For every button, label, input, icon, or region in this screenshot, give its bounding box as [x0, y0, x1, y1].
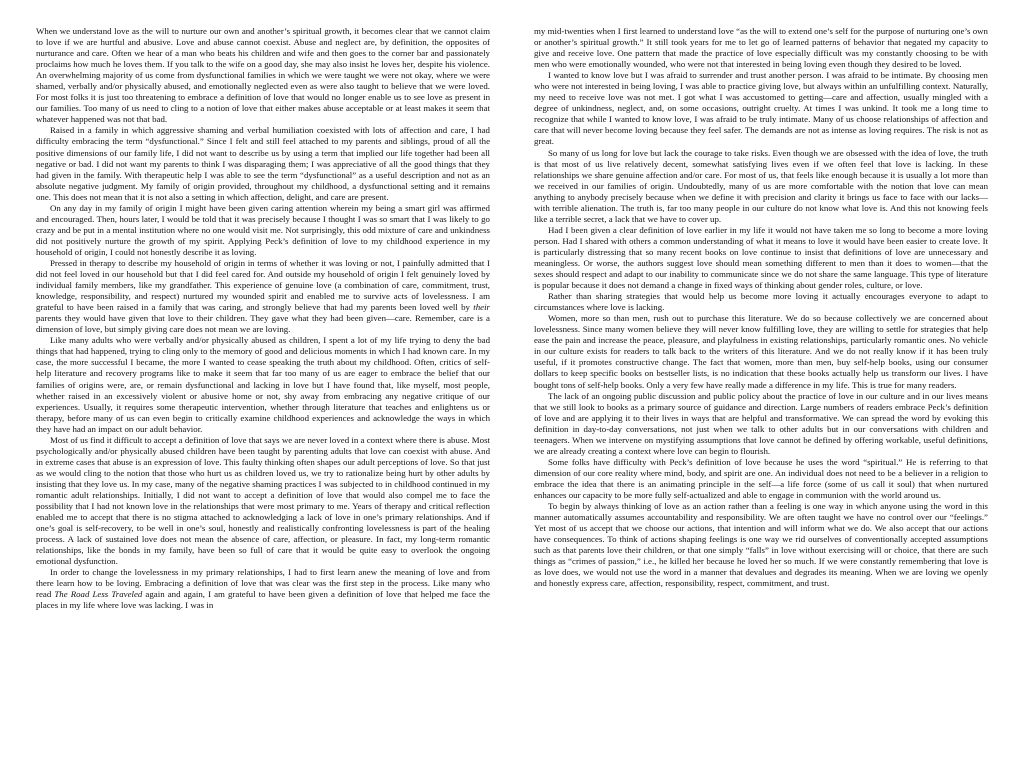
paragraph: Women, more so than men, rush out to purchase this literature. We do so because collectively we are concerned about lovelessness. Since many women believe they will never know fulfilling love, they are willing to settle for strategies that help ease the pain and increase the peace, pleasure, and playfulness in existing relationships, particularly romantic ones. No vehicle in our culture exists for readers to talk back to the writers of this literature. And we do not really know if it has been truly useful, if it promotes constructive change. The fact that women, more than men, buy self-help books, using our consumer dollars to keep specific books on bestseller lists, is no indication that these books actually help us transform our lives. I have bought tons of self-help books. Only a very few have really made a difference in my life. This is true for many readers. [534, 313, 988, 390]
paragraph: Rather than sharing strategies that would help us become more loving it actually encourages everyone to adapt to circumstances where love is lacking. [534, 291, 988, 313]
italic-text-run: their [473, 302, 490, 313]
paragraph: my mid-twenties when I first learned to understand love “as the will to extend one’s self for the purpose of nurturing one’s own or another’s spiritual growth.” It still took years for me to let go of learned patterns of behavior that negated my capacity to give and receive love. One pattern that made the practice of love especially difficult was my constantly choosing to be with men who were emotionally wounded, who were not that interested in being loving even though they desired to be loved. [534, 26, 988, 70]
paragraph: So many of us long for love but lack the courage to take risks. Even though we are obsessed with the idea of love, the truth is that most of us live relatively decent, somewhat satisfying lives even if we often feel that love is lacking. In these relationships we share genuine affection and/or care. For most of us, that feels like enough because it is usually a lot more than we received in our families of origin. Undoubtedly, many of us are more comfortable with the notion that love can mean anything to anybody precisely because when we define it with precision and clarity it brings us face to face with our lacks—with terrible alienation. The truth is, far too many people in our culture do not know what love is. And this not knowing feels like a terrible secret, a lack that we have to cover up. [534, 147, 988, 224]
two-column-text-body [36, 26, 988, 611]
paragraph: Like many adults who were verbally and/or physically abused as children, I spent a lot of my life trying to deny the bad things that had happened, trying to cling only to the memory of good and delicious moments in which I had known care. In my case, the more successful I became, the more I wanted to cease speaking the truth about my childhood. Often, critics of self-help literature and recovery programs like to make it seem that far too many of us are eager to embrace the belief that our families of origins were, are, or remain dysfunctional and lacking in love but I have found that, like myself, most people, whether raised in an excessively violent or abusive home or not, shy away from embracing any negative critique of our experiences. Usually, it requires some therapeutic intervention, whether through literature that teaches and enlightens us or therapy, before many of us can even begin to critically examine childhood experiences and acknowledge the ways in which they have had an impact on our adult behavior. [36, 335, 490, 434]
left-text-column [36, 26, 490, 611]
paragraph: I wanted to know love but I was afraid to surrender and trust another person. I was afraid to be intimate. By choosing men who were not interested in being loving, I was able to practice giving love, but always within an unfulfilling context. Naturally, my need to receive love was not met. I got what I was accustomed to getting—care and affection, usually mingled with a degree of unkindness, neglect, and, on some occasions, outright cruelty. At times I was unkind. It took me a long time to recognize that while I wanted to know love, I was afraid to be truly intimate. Many of us choose relationships of affection and care that will never become loving because they feel safer. The demands are not as intense as loving requires. The risk is not as great. [534, 70, 988, 147]
paragraph: When we understand love as the will to nurture our own and another’s spiritual growth, it becomes clear that we cannot claim to love if we are hurtful and abusive. Love and abuse cannot coexist. Abuse and neglect are, by definition, the opposites of nurturance and care. Often we hear of a man who beats his children and wife and then goes to the corner bar and passionately proclaims how much he loves them. If you talk to the wife on a good day, she may also insist he loves her, despite his violence. An overwhelming majority of us come from dysfunctional families in which we were taught we were not okay, where we were shamed, verbally and/or physically abused, and emotionally neglected even as were also taught to believe that we were loved. For most folks it is just too threatening to embrace a definition of love that would no longer enable us to see love as present in our families. Too many of us need to cling to a notion of love that either makes abuse acceptable or at least makes it seem that whatever happened was not that bad. [36, 26, 490, 125]
right-text-column [534, 26, 988, 589]
paragraph: Some folks have difficulty with Peck’s definition of love because he uses the word “spiritual.” He is referring to that dimension of our core reality where mind, body, and spirit are one. An individual does not need to be a believer in a religion to embrace the idea that there is an animating principle in the self—a life force (some of us call it soul) that when nurtured enhances our capacity to be more fully self-actualized and able to engage in communion with the world around us. [534, 456, 988, 500]
paragraph: Had I been given a clear definition of love earlier in my life it would not have taken me so long to become a more loving person. Had I shared with others a common understanding of what it means to love it would have been easier to create love. It is particularly distressing that so many recent books on love continue to insist that definitions of love are unnecessary and meaningless. Or worse, the authors suggest love should mean something different to men than it does to women—that the sexes should respect and adapt to our inability to communicate since we do not share the same language. This type of literature is popular because it does not demand a change in fixed ways of thinking about gender roles, culture, or love. [534, 224, 988, 291]
paragraph: Most of us find it difficult to accept a definition of love that says we are never loved in a context where there is abuse. Most psychologically and/or physically abused children have been taught by parenting adults that love can coexist with abuse. And in extreme cases that abuse is an expression of love. This faulty thinking often shapes our adult perceptions of love. So that just as we would cling to the notion that those who hurt us as children loved us, we try to rationalize being hurt by other adults by insisting that they love us. In my case, many of the negative shaming practices I was subjected to in childhood continued in my romantic adult relationships. Initially, I did not want to accept a definition of love that would also compel me to face the possibility that I had not known love in the relationships that were most primary to me. Years of therapy and critical reflection enabled me to accept that there is no stigma attached to acknowledging a lack of love in one’s primary relationships. And if one’s goal is self-recovery, to be well in one’s soul, honestly and realistically confronting lovelessness is part of the healing process. A lack of sustained love does not mean the absence of care, affection, or pleasure. In fact, my long-term romantic relationships, like the bonds in my family, have been so full of care that it would be quite easy to overlook the ongoing emotional dysfunction. [36, 434, 490, 567]
italic-text-run: The Road Less Traveled [54, 589, 143, 600]
paragraph: Raised in a family in which aggressive shaming and verbal humiliation coexisted with lots of affection and care, I had difficulty embracing the term “dysfunctional.” Since I felt and still feel attached to my parents and siblings, proud of all the positive dimensions of our family life, I did not want to describe us by using a term that implied our life together had been all negative or bad. I did not want my parents to think I was disparaging them; I was appreciative of all the good things that they had given in the family. With therapeutic help I was able to see the term “dysfunctional” as a useful description and not as an absolute negative judgment. My family of origin provided, throughout my childhood, a dysfunctional setting and it remains one. This does not mean that it is not also a setting in which affection, delight, and care are present. [36, 125, 490, 202]
paragraph: To begin by always thinking of love as an action rather than a feeling is one way in which anyone using the word in this manner automatically assumes accountability and responsibility. We are often taught we have no control over our “feelings.” Yet most of us accept that we choose our actions, that intention and will inform what we do. We also accept that our actions have consequences. To think of actions shaping feelings is one way we rid ourselves of conventionally accepted assumptions such as that parents love their children, or that one simply “falls” in love without exercising will or choice, that there are such things as “crimes of passion,” i.e., he killed her because he loved her so much. If we were constantly remembering that love is as love does, we would not use the word in a manner that devalues and degrades its meaning. When we are loving we openly and honestly express care, affection, responsibility, respect, commitment, and trust. [534, 501, 988, 589]
paragraph: On any day in my family of origin I might have been given caring attention wherein my being a smart girl was affirmed and encouraged. Then, hours later, I would be told that it was precisely because I thought I was so smart that I was likely to go crazy and be put in a mental institution where no one would visit me. Not surprisingly, this odd mixture of care and unkindness did not positively nurture the growth of my spirit. Applying Peck’s definition of love to my childhood experience in my household of origin, I could not honestly describe it as loving. [36, 202, 490, 257]
paragraph: In order to change the lovelessness in my primary relationships, I had to first learn anew the meaning of love and from there learn how to be loving. Embracing a definition of love that was clear was the first step in the process. Like many who read The Road Less Traveled again and again, I am grateful to have been given a definition of love that helped me face the places in my life where love was lacking. I was in [36, 567, 490, 611]
paragraph: The lack of an ongoing public discussion and public policy about the practice of love in our culture and in our lives means that we still look to books as a primary source of guidance and direction. Large numbers of readers embrace Peck’s definition of love and are applying it to their lives in ways that are helpful and transformative. We can spread the word by evoking this definition in day-to-day conversations, not just when we talk to other adults but in our conversations with children and teenagers. When we intervene on mystifying assumptions that love cannot be defined by offering workable, useful definitions, we are already creating a context where love can begin to flourish. [534, 390, 988, 456]
paragraph: Pressed in therapy to describe my household of origin in terms of whether it was loving or not, I painfully admitted that I did not feel loved in our household but that I did feel cared for. And outside my household of origin I felt genuinely loved by individual family members, like my grandfather. This experience of genuine love (a combination of care, commitment, trust, knowledge, responsibility, and respect) nurtured my wounded spirit and enabled me to survive acts of lovelessness. I am grateful to have been raised in a family that was caring, and strongly believe that had my parents been loved well by their parents they would have given that love to their children. They gave what they had been given—care. Remember, care is a dimension of love, but simply giving care does not mean we are loving. [36, 257, 490, 335]
